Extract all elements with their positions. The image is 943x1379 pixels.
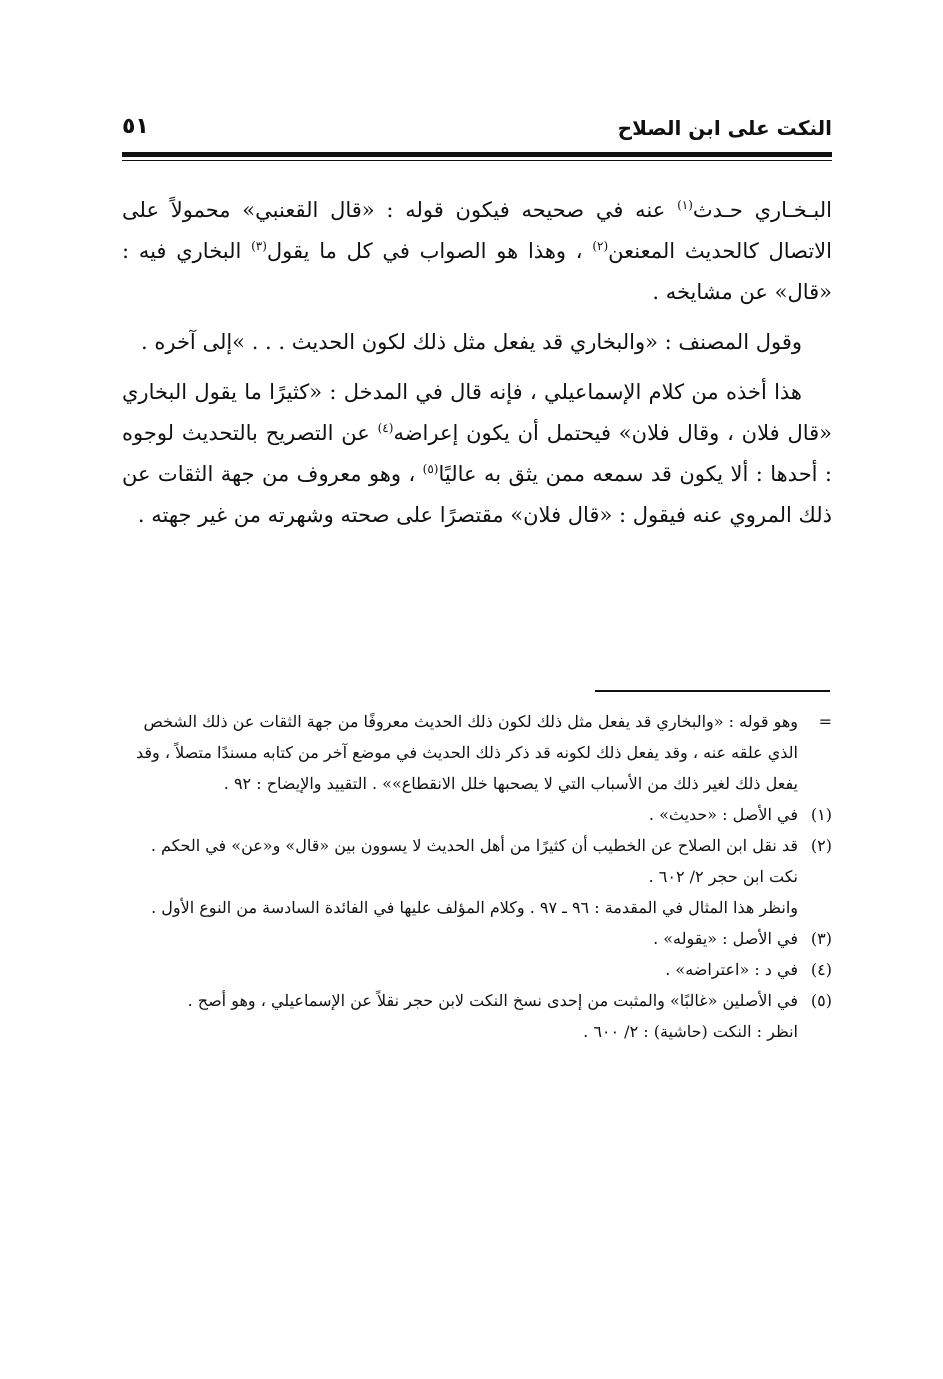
footnote-continuation-marker: = (818, 712, 832, 731)
footnote-2 (120, 830, 832, 923)
header-rule-thin (122, 160, 832, 161)
footnote-line: نكت ابن حجر ٢/ ٦٠٢ . (648, 867, 798, 886)
footnote-3 (120, 923, 832, 954)
footnote-ref-1: (١) (677, 198, 693, 212)
footnote-line: في د : «اعتراضه» . (665, 960, 798, 979)
footnote-5 (120, 985, 832, 1047)
footnote-line: قد نقل ابن الصلاح عن الخطيب أن كثيرًا من أهل الحديث لا يسوون بين «قال» و«عن» في الحكم . (150, 836, 798, 855)
footnote-marker: (١) (810, 805, 832, 824)
footnote-marker: (٣) (810, 929, 832, 948)
footnote-separator (595, 690, 830, 692)
footnote-continuation-text: وهو قوله : «والبخاري قد يفعل مثل ذلك لكون ذلك الحديث معروفًا من جهة الثقات عن ذلك الشخص الذي علقه عنه ، وقد يفعل ذلك لكونه قد ذكر ذلك الحديث في موضع آخر من كتابه مسندًا متصلاً ، وقد يفعل ذلك لغير ذلك من الأسباب التي لا يصحبها خلل الانقطاع»» . التقييد والإيضاح : ٩٢ . (135, 712, 798, 793)
page-header (122, 112, 832, 150)
footnote-4 (120, 954, 832, 985)
p3-segment-2: عن التصريح بالتحديث لوجوه : أحدها : ألا يكون قد سمعه ممن يثق به عاليًا (122, 421, 832, 486)
footnote-line: في الأصل : «يقوله» . (653, 929, 798, 948)
footnote-1 (120, 799, 832, 830)
p1-segment-1: البـخـاري حـدث (692, 198, 832, 222)
footnote-ref-2: (٢) (592, 239, 609, 253)
footnote-line: في الأصل : «حديث» . (648, 805, 798, 824)
p3-segment-3: ، وهو معروف من جهة الثقات عن ذلك المروي عنه فيقول : «قال فلان» مقتصرًا على صحته وشهرته من غير جهته . (122, 462, 832, 527)
footnote-line: وانظر هذا المثال في المقدمة : ٩٦ ـ ٩٧ . وكلام المؤلف عليها في الفائدة السادسة من النوع الأول . (151, 898, 798, 917)
footnote-continuation (120, 706, 832, 799)
running-title: النكت على ابن الصلاح (617, 116, 832, 140)
footnote-line: انظر : النكت (حاشية) : ٢/ ٦٠٠ . (583, 1022, 798, 1041)
paragraph-2: وقول المصنف : «والبخاري قد يفعل مثل ذلك لكون الحديث . . . »إلى آخره . (141, 330, 802, 354)
footnote-ref-5: (٥) (422, 462, 439, 476)
footnotes (120, 706, 832, 1047)
page-number: ٥١ (122, 114, 149, 139)
header-rule-thick (122, 152, 832, 157)
footnote-marker: (٥) (810, 991, 832, 1010)
footnote-marker: (٤) (810, 960, 832, 979)
paragraph-3 (122, 372, 832, 536)
p1-segment-4: البخاري فيه : «قال» عن مشايخه . (122, 239, 832, 304)
footnote-ref-4: (٤) (377, 421, 394, 435)
footnote-line: في الأصلين «غالبًا» والمثبت من إحدى نسخ النكت لابن حجر نقلاً عن الإسماعيلي ، وهو أصح . (187, 991, 798, 1010)
p3-segment-1: هذا أخذه من كلام الإسماعيلي ، فإنه قال في المدخل : «كثيرًا ما يقول البخاري «قال فلان ، وقال فلان» فيحتمل أن يكون إعراضه (122, 380, 833, 445)
paragraph-1 (122, 190, 832, 313)
p1-segment-3: ، وهذا هو الصواب في كل ما يقول (266, 239, 593, 263)
p1-segment-2: عنه في صحيحه فيكون قوله : «قال القعنبي» محمولاً على الاتصال كالحديث المعنعن (122, 198, 832, 263)
main-text (122, 190, 832, 545)
footnote-ref-3: (٣) (251, 239, 267, 253)
footnote-marker: (٢) (810, 836, 832, 855)
